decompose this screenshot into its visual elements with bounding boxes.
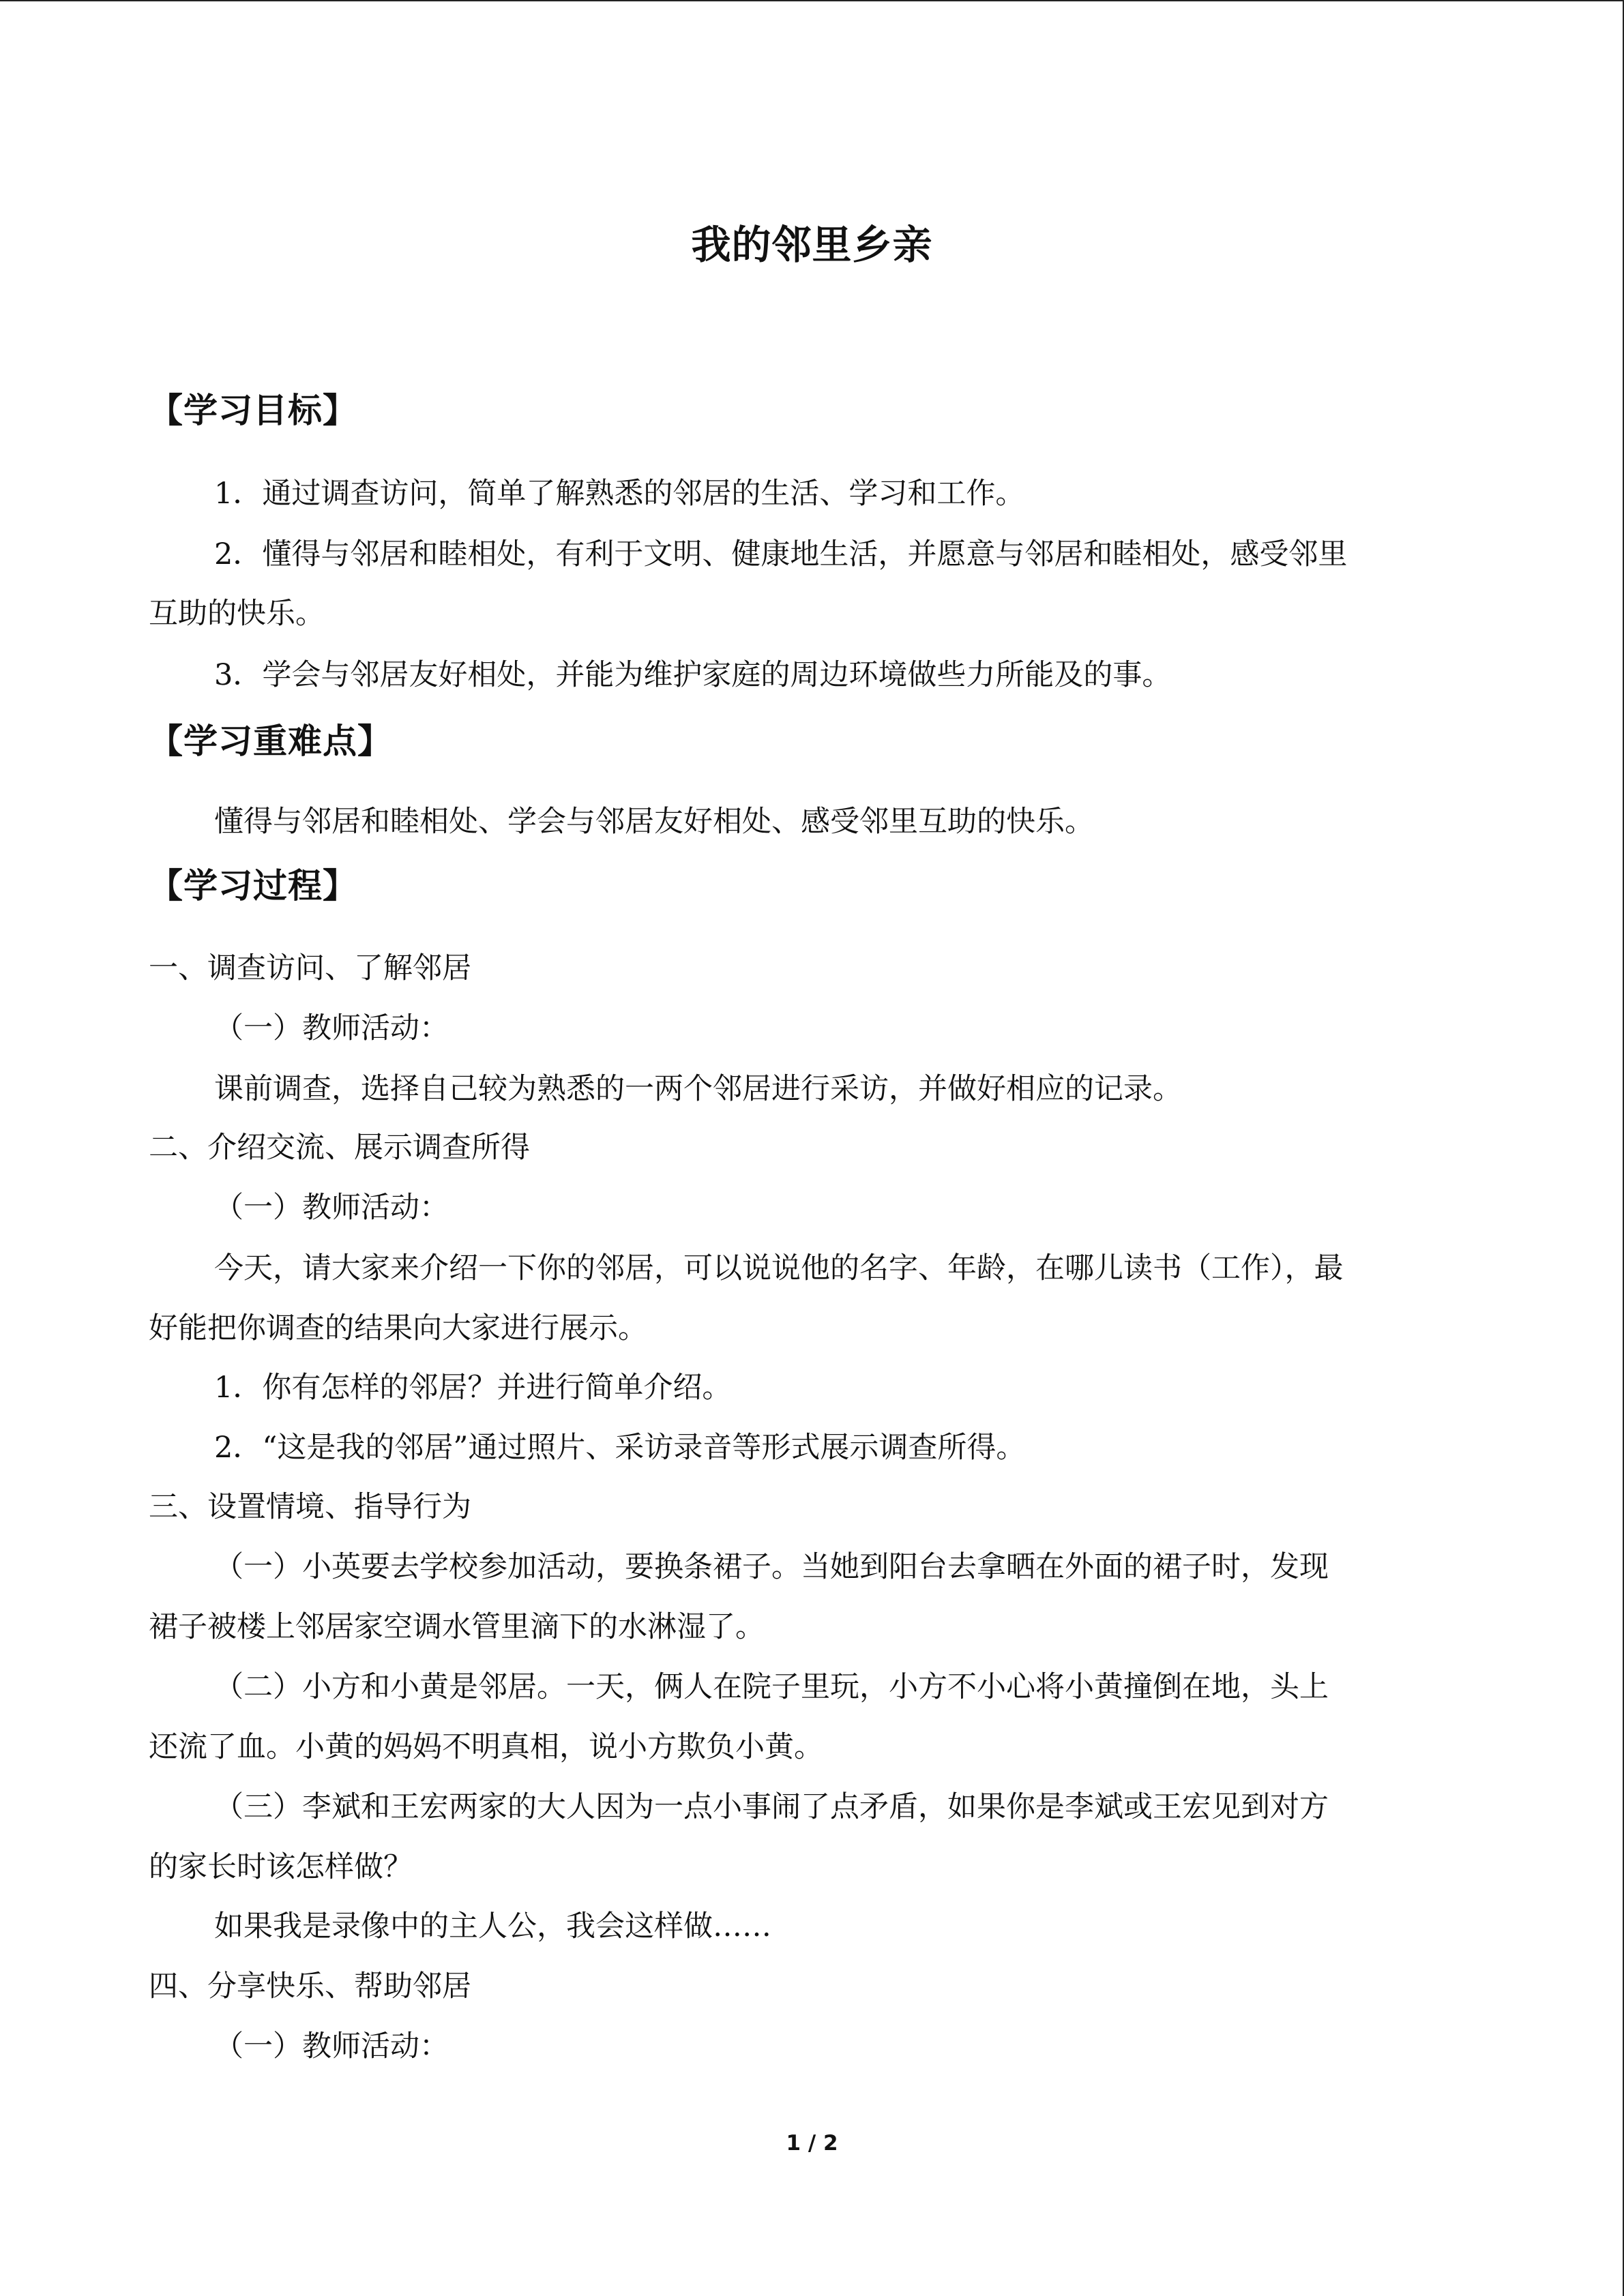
document-title: 我的邻里乡亲 bbox=[691, 222, 933, 268]
part-2-text-line-1: 今天，请大家来介绍一下你的邻居，可以说说他的名字、年龄，在哪儿读书（工作），最 bbox=[214, 1251, 1344, 1285]
part-3-case-1-line-2: 裙子被楼上邻居家空调水管里滴下的水淋湿了。 bbox=[149, 1610, 765, 1644]
part-2-title: 二、介绍交流、展示调查所得 bbox=[149, 1131, 530, 1165]
part-4-teacher-activity: （一）教师活动： bbox=[214, 2029, 449, 2063]
goal-item-2-line-1: 2．懂得与邻居和睦相处，有利于文明、健康地生活，并愿意与邻居和睦相处，感受邻里 bbox=[214, 537, 1348, 571]
heading-learning-goals: 【学习目标】 bbox=[149, 391, 357, 430]
part-3-case-3-line-2: 的家长时该怎样做？ bbox=[149, 1850, 413, 1884]
part-3-title: 三、设置情境、指导行为 bbox=[149, 1490, 471, 1524]
part-3-case-3-line-1: （三）李斌和王宏两家的大人因为一点小事闹了点矛盾，如果你是李斌或王宏见到对方 bbox=[214, 1790, 1329, 1824]
part-3-case-2-line-2: 还流了血。小黄的妈妈不明真相，说小方欺负小黄。 bbox=[149, 1730, 823, 1764]
goal-item-1: 1．通过调查访问，简单了解熟悉的邻居的生活、学习和工作。 bbox=[214, 477, 1025, 511]
goal-item-2-line-2: 互助的快乐。 bbox=[149, 597, 325, 631]
part-3-answer: 如果我是录像中的主人公，我会这样做…… bbox=[214, 1909, 771, 1943]
part-3-case-1-line-1: （一）小英要去学校参加活动，要换条裙子。当她到阳台去拿晒在外面的裙子时，发现 bbox=[214, 1550, 1329, 1584]
part-3-case-2-line-1: （二）小方和小黄是邻居。一天，俩人在院子里玩，小方不小心将小黄撞倒在地，头上 bbox=[214, 1670, 1329, 1704]
key-points-text: 懂得与邻居和睦相处、学会与邻居友好相处、感受邻里互助的快乐。 bbox=[214, 805, 1094, 839]
goal-item-3: 3．学会与邻居友好相处，并能为维护家庭的周边环境做些力所能及的事。 bbox=[214, 658, 1172, 692]
part-4-title: 四、分享快乐、帮助邻居 bbox=[149, 1969, 471, 2003]
part-2-item-1: 1．你有怎样的邻居？并进行简单介绍。 bbox=[214, 1371, 732, 1405]
part-1-text: 课前调查，选择自己较为熟悉的一两个邻居进行采访，并做好相应的记录。 bbox=[214, 1072, 1182, 1106]
part-1-teacher-activity: （一）教师活动： bbox=[214, 1011, 449, 1045]
part-2-text-line-2: 好能把你调查的结果向大家进行展示。 bbox=[149, 1311, 647, 1345]
heading-learning-process: 【学习过程】 bbox=[149, 866, 357, 906]
page-number: 1 / 2 bbox=[786, 2131, 838, 2156]
part-2-item-2: 2．“这是我的邻居”通过照片、采访录音等形式展示调查所得。 bbox=[214, 1431, 1026, 1465]
part-2-teacher-activity: （一）教师活动： bbox=[214, 1191, 449, 1225]
part-1-title: 一、调查访问、了解邻居 bbox=[149, 951, 471, 985]
heading-key-points: 【学习重难点】 bbox=[149, 721, 392, 761]
